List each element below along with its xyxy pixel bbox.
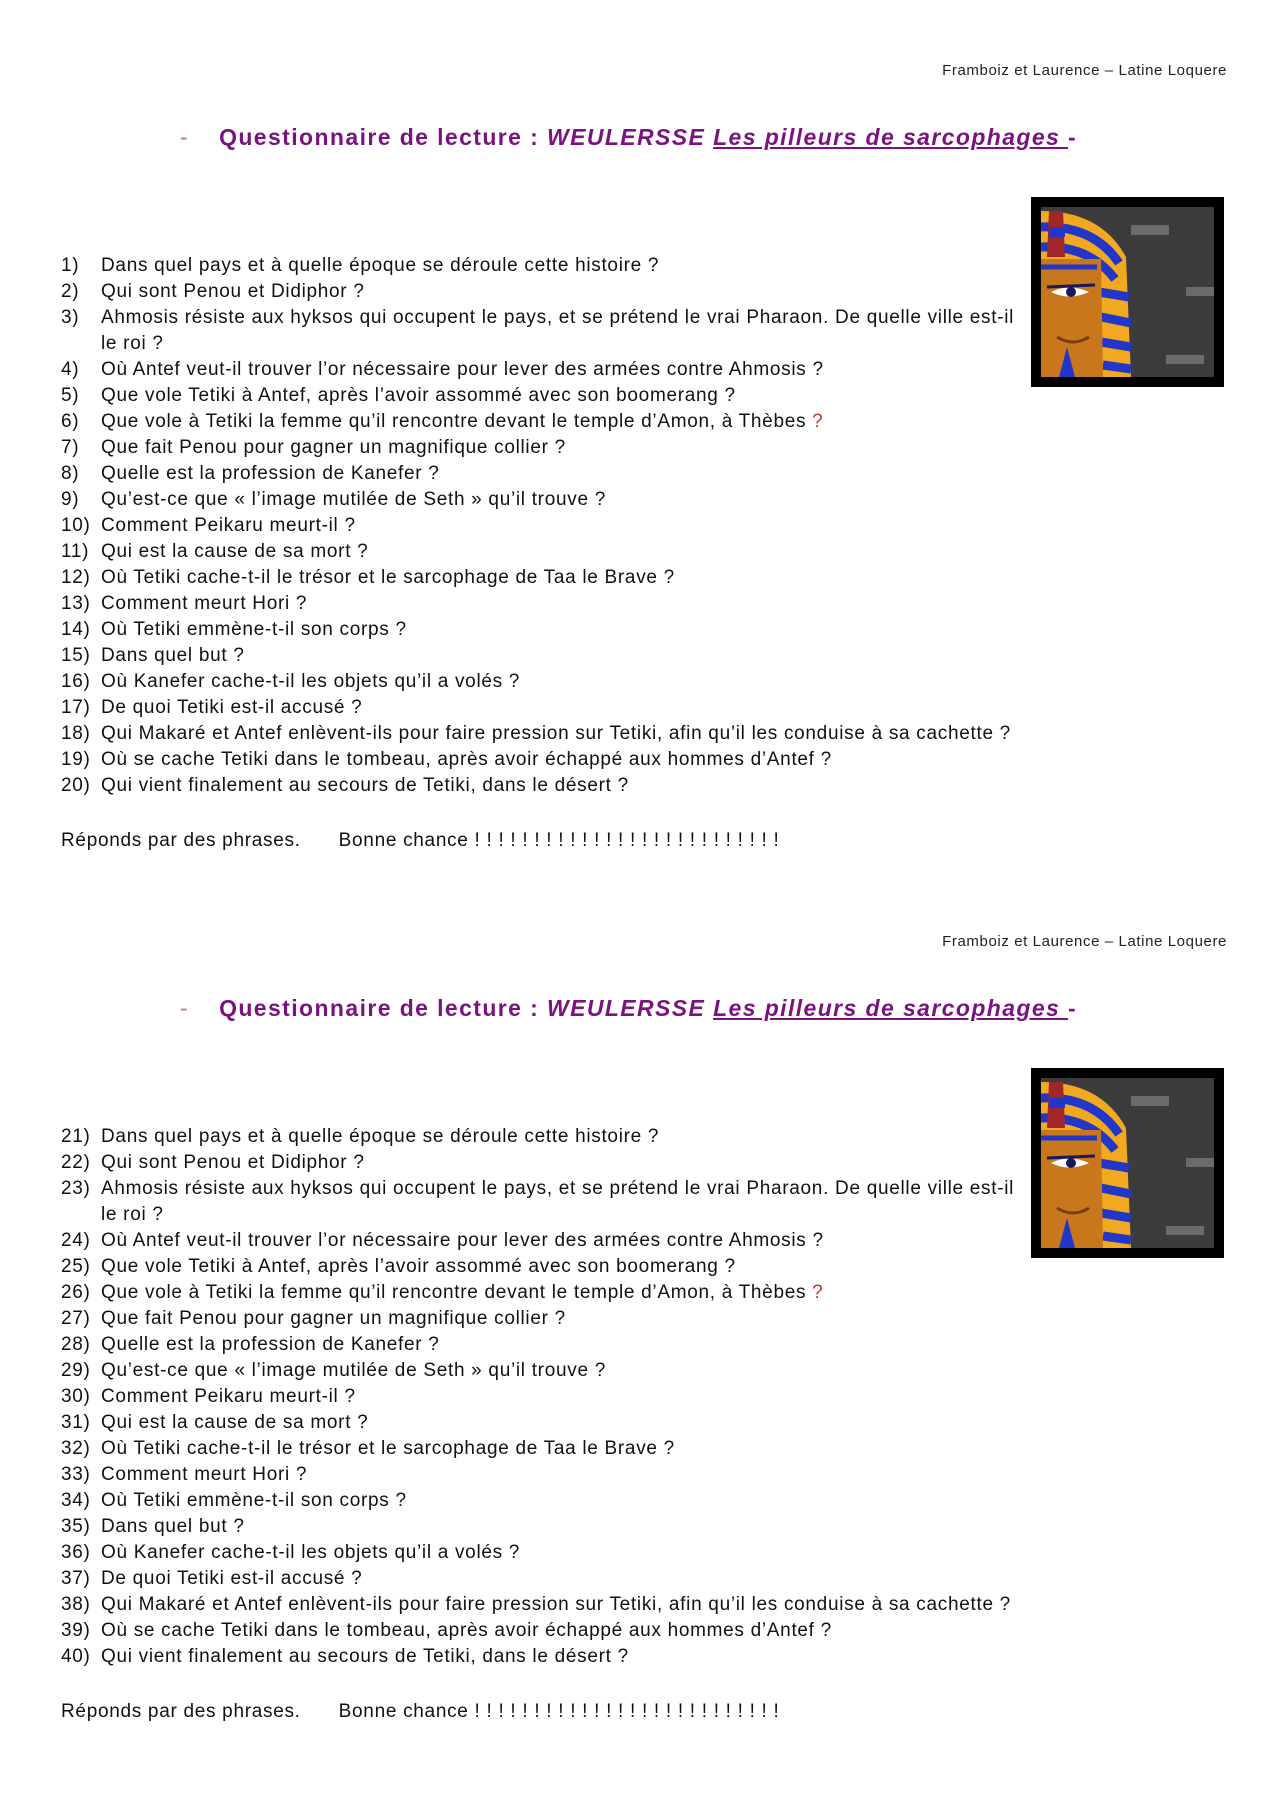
list-item: [61, 357, 1221, 383]
title-book: Les pilleurs de sarcophages: [713, 995, 1069, 1021]
page-title: [180, 124, 1077, 151]
list-item: [61, 1410, 1221, 1436]
question-text: Qui est la cause de sa mort ?: [101, 1412, 369, 1433]
question-text: Qu’est-ce que « l’image mutilée de Seth » qu’il trouve ?: [101, 489, 606, 510]
list-item: [61, 487, 1221, 513]
list-item: [61, 513, 1221, 539]
list-item: [61, 1124, 1221, 1150]
list-item: [61, 1618, 1221, 1644]
question-number: 1): [61, 255, 80, 276]
question-number: 26): [61, 1282, 91, 1303]
question-text: Comment meurt Hori ?: [101, 1464, 308, 1485]
question-number: 9): [61, 489, 80, 510]
question-number: 28): [61, 1334, 91, 1355]
question-number: 16): [61, 671, 91, 692]
question-number: 23): [61, 1178, 91, 1199]
question-text: Que fait Penou pour gagner un magnifique collier ?: [101, 437, 566, 458]
list-item: [61, 1592, 1221, 1618]
question-text: Qui Makaré et Antef enlèvent-ils pour faire pression sur Tetiki, afin qu’il les conduise à sa cachette ?: [101, 1594, 1011, 1615]
question-text: De quoi Tetiki est-il accusé ?: [101, 1568, 363, 1589]
question-list: [61, 253, 1221, 799]
title-prefix: Questionnaire de lecture :: [219, 124, 547, 150]
question-number: 33): [61, 1464, 91, 1485]
question-text: Dans quel pays et à quelle époque se déroule cette histoire ?: [101, 255, 660, 276]
questionnaire-page-1: [0, 0, 1280, 870]
list-item: [61, 539, 1221, 565]
title-dash-left: -: [180, 124, 190, 150]
page-header: Framboiz et Laurence – Latine Loquere: [942, 62, 1227, 79]
question-number: 36): [61, 1542, 91, 1563]
question-number: 5): [61, 385, 80, 406]
question-text: Où se cache Tetiki dans le tombeau, après avoir échappé aux hommes d’Antef ?: [101, 1620, 832, 1641]
page-title: [180, 995, 1077, 1022]
question-number: 17): [61, 697, 91, 718]
question-text: Que vole à Tetiki la femme qu’il rencontre devant le temple d’Amon, à Thèbes: [101, 1282, 813, 1303]
title-author: WEULERSSE: [547, 995, 706, 1021]
question-text: Où Kanefer cache-t-il les objets qu’il a volés ?: [101, 1542, 521, 1563]
question-number: 19): [61, 749, 91, 770]
title-dash-right: -: [1068, 995, 1078, 1021]
question-text: Où Tetiki cache-t-il le trésor et le sarcophage de Taa le Brave ?: [101, 567, 675, 588]
footer-instruction: Réponds par des phrases.: [61, 830, 301, 851]
question-text: Où Kanefer cache-t-il les objets qu’il a volés ?: [101, 671, 521, 692]
question-number: 40): [61, 1646, 91, 1667]
question-text: Qui Makaré et Antef enlèvent-ils pour faire pression sur Tetiki, afin qu’il les conduise à sa cachette ?: [101, 723, 1011, 744]
list-item: [61, 279, 1221, 305]
questionnaire-page-2: [0, 871, 1280, 1741]
question-text: Comment meurt Hori ?: [101, 593, 308, 614]
question-mark-red: ?: [812, 1282, 824, 1303]
footer-chance: Bonne chance ! ! ! ! ! ! ! ! ! ! ! ! ! ! ! ! ! ! ! ! ! ! ! ! ! !: [338, 1701, 780, 1722]
list-item: [61, 305, 1036, 357]
question-number: 11): [61, 541, 90, 562]
question-text: Qui sont Penou et Didiphor ?: [101, 281, 365, 302]
question-text: Dans quel but ?: [101, 1516, 245, 1537]
list-item: [61, 1488, 1221, 1514]
question-mark-red: ?: [812, 411, 824, 432]
question-text: De quoi Tetiki est-il accusé ?: [101, 697, 363, 718]
question-text: Où Tetiki cache-t-il le trésor et le sarcophage de Taa le Brave ?: [101, 1438, 675, 1459]
question-text: Quelle est la profession de Kanefer ?: [101, 463, 440, 484]
question-number: 18): [61, 723, 91, 744]
list-item: [61, 1228, 1221, 1254]
question-number: 24): [61, 1230, 91, 1251]
title-book: Les pilleurs de sarcophages: [713, 124, 1069, 150]
question-number: 37): [61, 1568, 91, 1589]
question-number: 4): [61, 359, 80, 380]
list-item: [61, 1254, 1221, 1280]
question-number: 31): [61, 1412, 91, 1433]
question-text: Où Tetiki emmène-t-il son corps ?: [101, 1490, 407, 1511]
question-number: 30): [61, 1386, 91, 1407]
list-item: [61, 747, 1221, 773]
question-number: 3): [61, 307, 80, 328]
question-number: 7): [61, 437, 80, 458]
page-footer: [61, 1701, 779, 1723]
title-dash-left: -: [180, 995, 190, 1021]
list-item: [61, 1540, 1221, 1566]
question-list: [61, 1124, 1221, 1670]
question-number: 21): [61, 1126, 91, 1147]
question-number: 20): [61, 775, 91, 796]
question-number: 22): [61, 1152, 91, 1173]
question-number: 32): [61, 1438, 91, 1459]
list-item: [61, 617, 1221, 643]
question-number: 25): [61, 1256, 91, 1277]
list-item: [61, 695, 1221, 721]
list-item: [61, 1566, 1221, 1592]
list-item: [61, 409, 1221, 435]
question-text: Que vole à Tetiki la femme qu’il rencontre devant le temple d’Amon, à Thèbes: [101, 411, 813, 432]
footer-chance: Bonne chance ! ! ! ! ! ! ! ! ! ! ! ! ! ! ! ! ! ! ! ! ! ! ! ! ! !: [338, 830, 780, 851]
title-prefix: Questionnaire de lecture :: [219, 995, 547, 1021]
question-number: 34): [61, 1490, 91, 1511]
question-number: 2): [61, 281, 80, 302]
question-text: Où se cache Tetiki dans le tombeau, après avoir échappé aux hommes d’Antef ?: [101, 749, 832, 770]
question-number: 38): [61, 1594, 91, 1615]
question-text: Qui vient finalement au secours de Tetiki, dans le désert ?: [101, 1646, 629, 1667]
list-item: [61, 1332, 1221, 1358]
question-text: Quelle est la profession de Kanefer ?: [101, 1334, 440, 1355]
list-item: [61, 591, 1221, 617]
question-text: Ahmosis résiste aux hyksos qui occupent le pays, et se prétend le vrai Pharaon. De quelle ville est-il le roi ?: [101, 1178, 1015, 1225]
list-item: [61, 1176, 1036, 1228]
list-item: [61, 435, 1221, 461]
question-text: Ahmosis résiste aux hyksos qui occupent le pays, et se prétend le vrai Pharaon. De quelle ville est-il le roi ?: [101, 307, 1015, 354]
question-text: Que fait Penou pour gagner un magnifique collier ?: [101, 1308, 566, 1329]
list-item: [61, 1436, 1221, 1462]
list-item: [61, 669, 1221, 695]
question-number: 12): [61, 567, 91, 588]
question-number: 27): [61, 1308, 91, 1329]
question-text: Qui vient finalement au secours de Tetiki, dans le désert ?: [101, 775, 629, 796]
list-item: [61, 1306, 1221, 1332]
question-number: 6): [61, 411, 80, 432]
question-text: Où Antef veut-il trouver l’or nécessaire pour lever des armées contre Ahmosis ?: [101, 359, 824, 380]
page-footer: [61, 830, 779, 852]
question-text: Comment Peikaru meurt-il ?: [101, 1386, 356, 1407]
question-text: Dans quel pays et à quelle époque se déroule cette histoire ?: [101, 1126, 660, 1147]
list-item: [61, 1384, 1221, 1410]
question-number: 29): [61, 1360, 91, 1381]
page-header: Framboiz et Laurence – Latine Loquere: [942, 933, 1227, 950]
list-item: [61, 721, 1221, 747]
question-text: Qu’est-ce que « l’image mutilée de Seth » qu’il trouve ?: [101, 1360, 606, 1381]
footer-instruction: Réponds par des phrases.: [61, 1701, 301, 1722]
question-number: 8): [61, 463, 80, 484]
list-item: [61, 773, 1221, 799]
title-author: WEULERSSE: [547, 124, 706, 150]
question-text: Où Tetiki emmène-t-il son corps ?: [101, 619, 407, 640]
list-item: [61, 643, 1221, 669]
list-item: [61, 1280, 1221, 1306]
question-number: 35): [61, 1516, 91, 1537]
question-number: 14): [61, 619, 91, 640]
question-text: Qui sont Penou et Didiphor ?: [101, 1152, 365, 1173]
list-item: [61, 253, 1221, 279]
list-item: [61, 1514, 1221, 1540]
question-text: Qui est la cause de sa mort ?: [101, 541, 369, 562]
question-text: Que vole Tetiki à Antef, après l’avoir assommé avec son boomerang ?: [101, 385, 736, 406]
title-dash-right: -: [1068, 124, 1078, 150]
question-number: 10): [61, 515, 91, 536]
question-number: 39): [61, 1620, 91, 1641]
list-item: [61, 1150, 1221, 1176]
question-text: Où Antef veut-il trouver l’or nécessaire pour lever des armées contre Ahmosis ?: [101, 1230, 824, 1251]
question-text: Que vole Tetiki à Antef, après l’avoir assommé avec son boomerang ?: [101, 1256, 736, 1277]
question-number: 13): [61, 593, 91, 614]
question-number: 15): [61, 645, 91, 666]
list-item: [61, 565, 1221, 591]
list-item: [61, 461, 1221, 487]
question-text: Comment Peikaru meurt-il ?: [101, 515, 356, 536]
list-item: [61, 383, 1221, 409]
list-item: [61, 1358, 1221, 1384]
list-item: [61, 1462, 1221, 1488]
list-item: [61, 1644, 1221, 1670]
question-text: Dans quel but ?: [101, 645, 245, 666]
